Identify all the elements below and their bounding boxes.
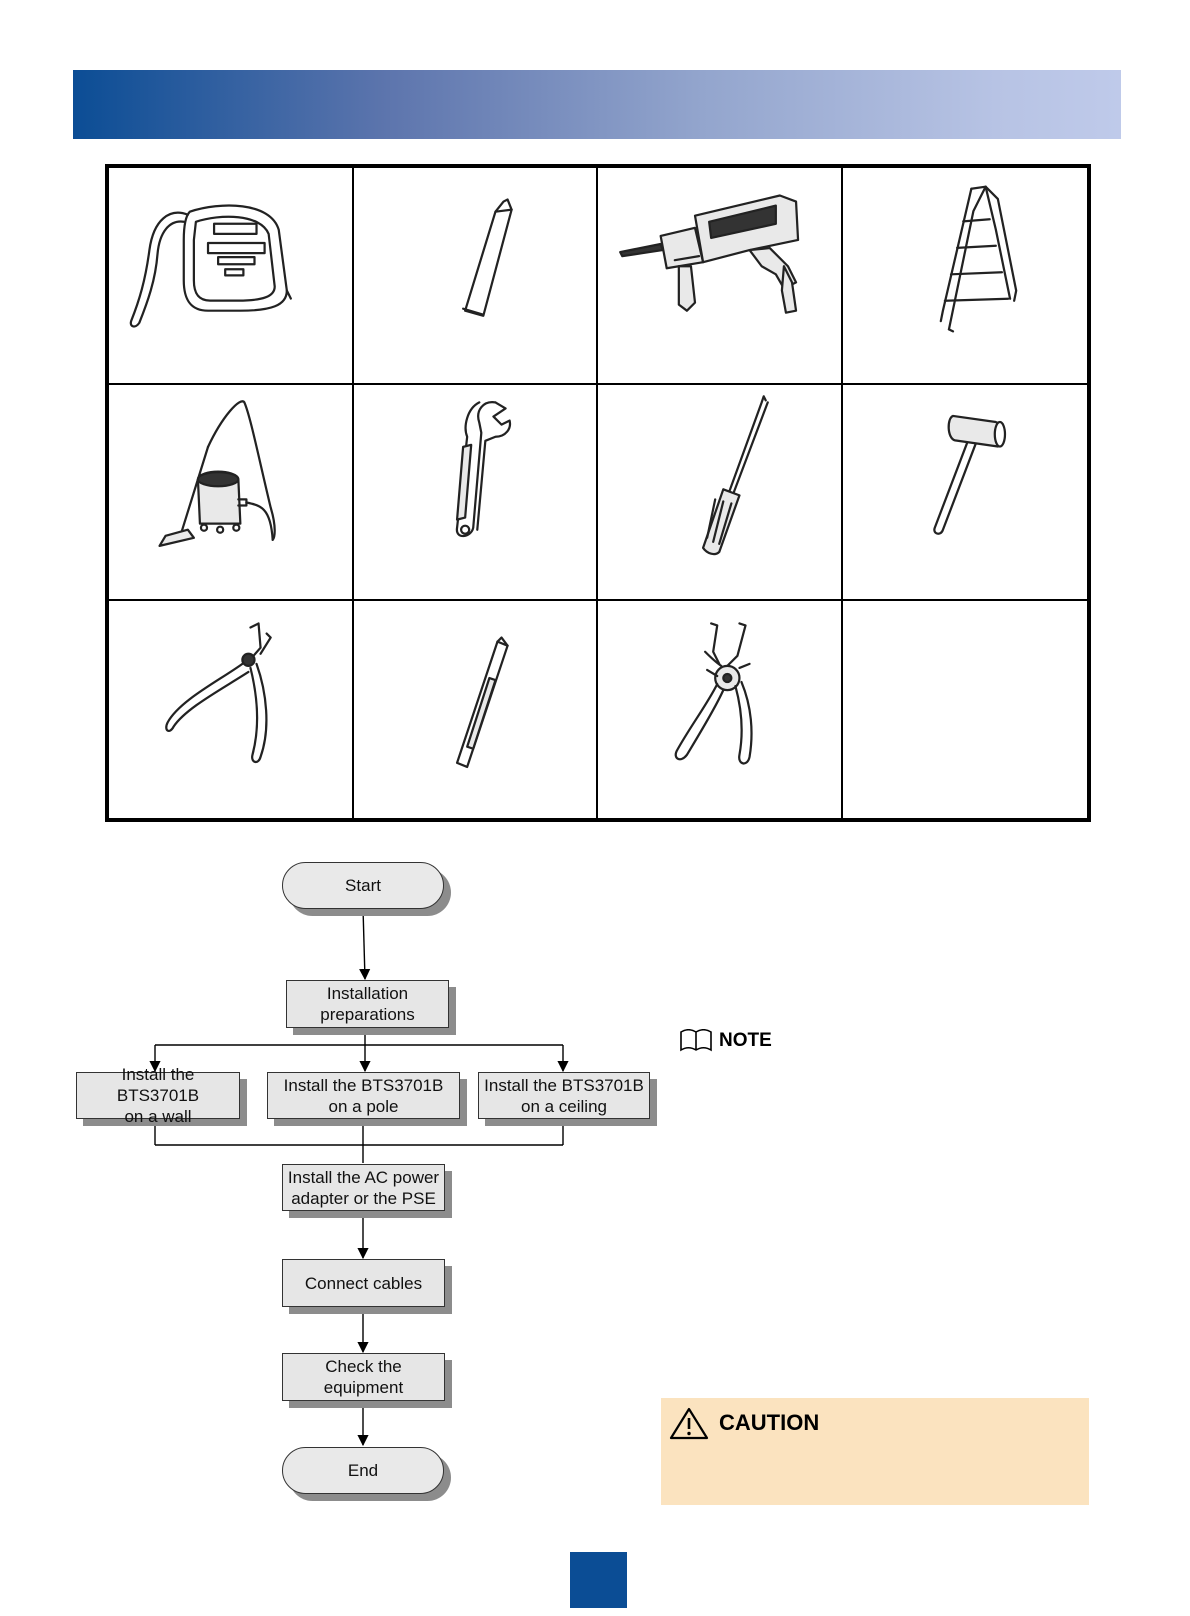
flow-prep-line2: preparations bbox=[320, 1005, 415, 1024]
flow-ceiling-line1: Install the BTS3701B bbox=[484, 1075, 644, 1095]
tool-cell-hammer-drill bbox=[598, 168, 843, 385]
caution-box bbox=[661, 1398, 1089, 1505]
tool-cell-wrench bbox=[354, 385, 599, 602]
flow-pole-line2: on a pole bbox=[328, 1096, 399, 1116]
utility-knife-icon bbox=[354, 601, 597, 818]
warning-triangle-icon bbox=[669, 1406, 709, 1440]
diagonal-pliers-icon bbox=[109, 601, 352, 818]
arrow-start-to-prep bbox=[363, 908, 365, 979]
flow-prep-line1: Installation bbox=[326, 984, 409, 1003]
flow-start-label: Start bbox=[345, 876, 381, 895]
installation-flowchart bbox=[0, 860, 680, 1520]
flow-cables-label: Connect cables bbox=[304, 1273, 423, 1293]
tool-cell-vacuum bbox=[109, 385, 354, 602]
book-icon bbox=[679, 1029, 713, 1053]
caution-heading bbox=[669, 1406, 819, 1440]
header-bar bbox=[73, 70, 1121, 139]
flow-ceiling-line2: on a ceiling bbox=[520, 1096, 607, 1116]
flow-wall-line1: Install the BTS3701B bbox=[116, 1065, 200, 1105]
tool-cell-empty bbox=[843, 601, 1088, 818]
tool-cell-screwdriver bbox=[598, 385, 843, 602]
marker-pen-icon bbox=[354, 168, 597, 383]
flow-wall-line2: on a wall bbox=[124, 1107, 192, 1126]
caution-label: CAUTION bbox=[719, 1410, 820, 1435]
tool-cell-mallet bbox=[843, 385, 1088, 602]
note-heading bbox=[679, 1029, 772, 1053]
flow-pole-line1: Install the BTS3701B bbox=[283, 1075, 444, 1095]
hammer-drill-icon bbox=[598, 168, 841, 383]
tool-cell-marker bbox=[354, 168, 599, 385]
rubber-mallet-icon bbox=[843, 385, 1088, 600]
tape-measure-icon bbox=[109, 168, 352, 383]
flow-install-power bbox=[282, 1164, 445, 1211]
ladder-icon bbox=[843, 168, 1088, 383]
flow-check-equipment bbox=[282, 1353, 445, 1401]
page-number-tab bbox=[570, 1552, 627, 1608]
adjustable-wrench-icon bbox=[354, 385, 597, 600]
flow-install-on-ceiling bbox=[478, 1072, 650, 1119]
tools-table bbox=[105, 164, 1091, 822]
flow-start bbox=[282, 862, 444, 909]
flow-check-label: Check the equipment bbox=[323, 1357, 404, 1397]
vacuum-cleaner-icon bbox=[109, 385, 352, 600]
flow-power-line2: adapter or the PSE bbox=[291, 1188, 436, 1208]
flow-end bbox=[282, 1447, 444, 1494]
flow-installation-preparations bbox=[286, 980, 449, 1028]
tool-cell-tape-measure bbox=[109, 168, 354, 385]
flow-end-label: End bbox=[347, 1461, 379, 1480]
tool-cell-utility-knife bbox=[354, 601, 599, 818]
flow-connect-cables bbox=[282, 1259, 445, 1307]
wire-stripper-icon bbox=[598, 601, 841, 818]
phillips-screwdriver-icon bbox=[598, 385, 841, 600]
note-label: NOTE bbox=[719, 1030, 772, 1051]
flow-power-line1: Install the AC power bbox=[287, 1167, 440, 1187]
tool-cell-pliers bbox=[109, 601, 354, 818]
flow-install-on-pole bbox=[267, 1072, 460, 1119]
tool-cell-ladder bbox=[843, 168, 1088, 385]
flow-install-on-wall bbox=[76, 1065, 240, 1126]
tool-cell-wire-stripper bbox=[598, 601, 843, 818]
